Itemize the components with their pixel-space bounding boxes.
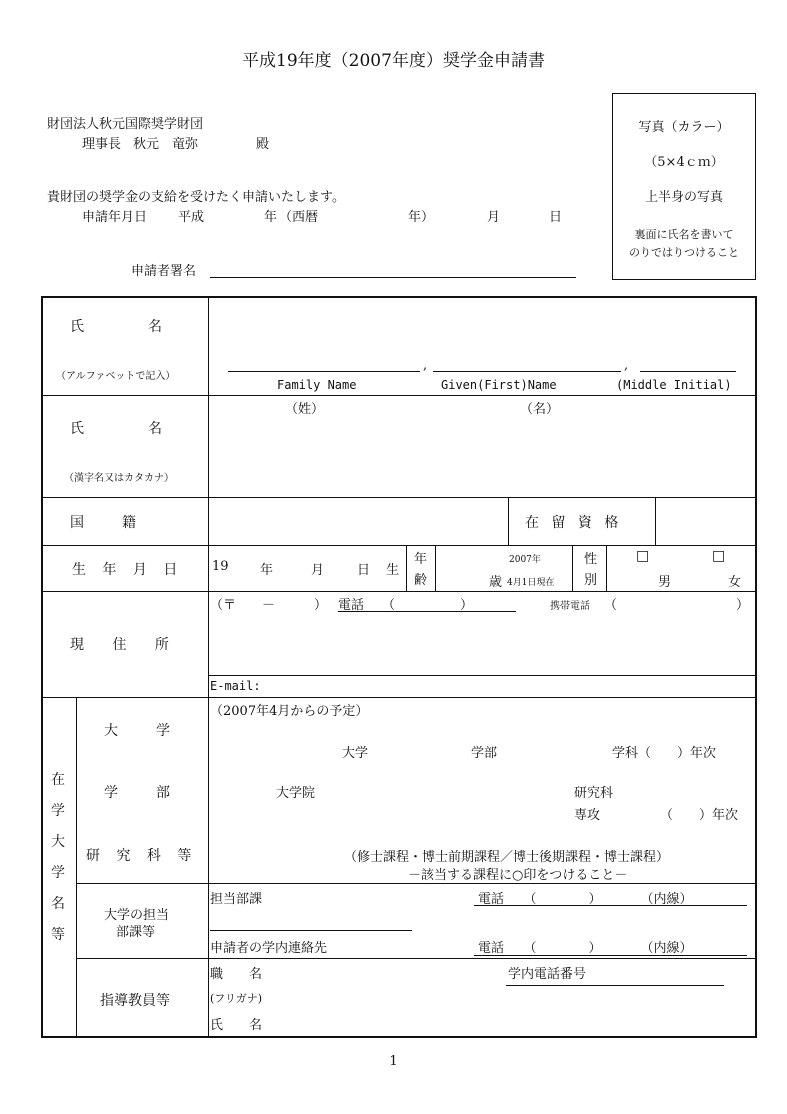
date-era: 平成	[178, 210, 205, 225]
dept-phone-field[interactable]	[474, 905, 747, 906]
mobile-field[interactable]	[616, 594, 734, 610]
female-checkbox[interactable]: □	[712, 548, 726, 564]
nationality-label: 国 籍	[70, 515, 148, 531]
given-name-caption: Given(First)Name	[441, 378, 557, 392]
photo-line-3: 上半身の写真	[644, 190, 723, 205]
dept-section-field[interactable]	[210, 930, 412, 931]
name-kanji-note: （漢字名又はカタカナ）	[64, 473, 174, 484]
address-field[interactable]	[209, 614, 755, 674]
campus-phone-label: 学内電話番号	[508, 967, 587, 982]
mei-caption: （名）	[520, 402, 560, 417]
date-day: 日	[549, 210, 563, 225]
family-name-caption: Family Name	[277, 378, 357, 392]
request-text: 貴財団の奨学金の支給を受けたく申請いたします。	[47, 190, 345, 205]
middle-initial-caption: (Middle Initial)	[616, 378, 732, 392]
name-alpha-note: （アルファベットで記入）	[56, 371, 176, 382]
birth-19: 19	[212, 559, 229, 574]
given-name-field[interactable]	[433, 371, 621, 372]
sex-divider-right	[606, 545, 607, 591]
senko-label: 専攻	[574, 808, 601, 823]
address-label: 現 住 所	[70, 637, 181, 653]
mobile-label: 携帯電話	[550, 601, 590, 612]
birth-hi: 日	[357, 563, 371, 578]
email-label: E-mail:	[210, 679, 261, 693]
middle-initial-field[interactable]	[640, 371, 736, 372]
photo-line-4: 裏面に氏名を書いて	[634, 228, 734, 241]
org-name: 財団法人秋元国際奨学財団	[47, 117, 204, 132]
status-label: 在 留 資 格	[525, 515, 623, 531]
age-divider-right	[435, 545, 436, 591]
male-checkbox[interactable]: □	[636, 548, 650, 564]
mobile-paren-open: （	[604, 598, 618, 613]
row-sep-1	[41, 395, 757, 396]
daigakuin-label: 大学院	[276, 786, 316, 801]
daigaku-label: 大学	[342, 746, 369, 761]
phone-paren-close: ）	[460, 598, 474, 613]
row-sep-6	[76, 883, 757, 884]
age-sai: 歳	[489, 575, 503, 590]
male-label: 男	[658, 575, 672, 590]
date-year-close: 年）	[408, 210, 435, 225]
comma-2: ,	[624, 358, 629, 373]
shoku-label: 職 名	[210, 967, 263, 982]
furigana-label: (フリガナ)	[210, 992, 263, 1005]
chair-name: 秋元 竜弥	[133, 137, 199, 152]
nationality-divider	[508, 497, 509, 545]
university-field[interactable]	[212, 740, 338, 758]
sex-divider-left	[572, 545, 573, 591]
female-label: 女	[728, 575, 742, 590]
row-sep-7	[76, 958, 757, 959]
photo-line-5: のりではりつけること	[629, 246, 739, 259]
department-field[interactable]	[502, 740, 608, 758]
date-seireki: （西暦	[279, 210, 319, 225]
page-title: 平成19年度（2007年度）奨学金申請書	[242, 51, 545, 71]
shimei-label: 氏 名	[210, 1018, 263, 1033]
comma-1: ,	[423, 358, 428, 373]
phone-field[interactable]	[338, 611, 516, 612]
birth-nen: 年	[260, 563, 274, 578]
advisor-label: 指導教員等	[100, 993, 170, 1009]
gakka-label: 学科（ ）年次	[612, 746, 717, 761]
graduate-school-field[interactable]	[326, 780, 570, 798]
age-year: 2007年	[509, 555, 541, 565]
mobile-paren-close: ）	[736, 598, 750, 613]
signature-line[interactable]	[210, 277, 576, 278]
campus-phone-field[interactable]	[506, 985, 724, 986]
age-label-2: 齢	[414, 573, 428, 588]
grad-label: 研 究 科 等	[86, 848, 198, 864]
course-note: －該当する課程に○印をつけること－	[408, 868, 628, 883]
kenkyuka-label: 研究科	[574, 786, 614, 801]
birth-sei: 生	[386, 563, 400, 578]
date-month: 月	[487, 210, 501, 225]
phone-label: 電話	[338, 598, 365, 613]
phone-paren-open: （	[382, 598, 396, 613]
row-sep-3	[41, 545, 757, 546]
advisor-name-field[interactable]	[300, 990, 755, 1036]
plan-note: （2007年4月からの予定）	[210, 704, 369, 719]
postal-code-field[interactable]: （〒 － ）	[210, 598, 328, 613]
row-sep-5	[41, 697, 757, 698]
photo-line-1: 写真（カラー）	[638, 120, 730, 135]
honorific: 殿	[256, 137, 270, 152]
school-section-divider	[76, 697, 77, 1038]
row-sep-email	[208, 675, 756, 676]
contact-label: 申請者の学内連絡先	[210, 941, 328, 956]
chair-title: 理事長	[82, 137, 122, 152]
contact-phone-field[interactable]	[474, 955, 747, 956]
sex-label-2: 別	[584, 573, 598, 588]
photo-line-2: （5×4ｃｍ）	[644, 155, 724, 170]
family-name-field[interactable]	[228, 371, 420, 372]
name-kanji-label: 氏 名	[70, 421, 174, 437]
faculty-field[interactable]	[372, 740, 468, 758]
age-asof: 4月1日現在	[507, 578, 555, 588]
date-label: 申請年月日	[82, 210, 148, 225]
age-label-1: 年	[414, 552, 428, 567]
status-field[interactable]	[657, 498, 755, 544]
dept-label-1: 大学の担当	[104, 908, 170, 923]
date-year: 年	[264, 210, 278, 225]
row-sep-4	[41, 591, 757, 592]
nationality-field[interactable]	[209, 498, 507, 544]
status-divider	[655, 497, 656, 545]
page-number: 1	[389, 1054, 398, 1069]
univ-label: 大 学	[104, 723, 182, 739]
dept-phone: 電話 （ ） （内線）	[478, 892, 693, 907]
age-divider-left	[406, 545, 407, 591]
senko-year: （ ）年次	[660, 808, 739, 823]
dept-section-label: 担当部課	[210, 892, 263, 907]
sei-caption: （姓）	[285, 402, 325, 417]
name-alpha-label: 氏 名	[70, 319, 174, 335]
faculty-label: 学 部	[104, 785, 182, 801]
signature-label: 申請者署名	[131, 264, 197, 279]
gakubu-label: 学部	[471, 746, 498, 761]
sex-label-1: 性	[584, 552, 598, 567]
course-list[interactable]: （修士課程・博士前期課程／博士後期課程・博士課程）	[344, 850, 670, 865]
school-vertical-label: 在学大学名等	[51, 772, 65, 943]
birth-tsuki: 月	[311, 563, 325, 578]
contact-phone: 電話 （ ） （内線）	[478, 941, 693, 956]
birth-label: 生 年 月 日	[72, 562, 184, 578]
email-field[interactable]	[268, 677, 755, 696]
name-kanji-field[interactable]	[209, 420, 755, 496]
dept-label-2: 部課等	[116, 925, 156, 940]
